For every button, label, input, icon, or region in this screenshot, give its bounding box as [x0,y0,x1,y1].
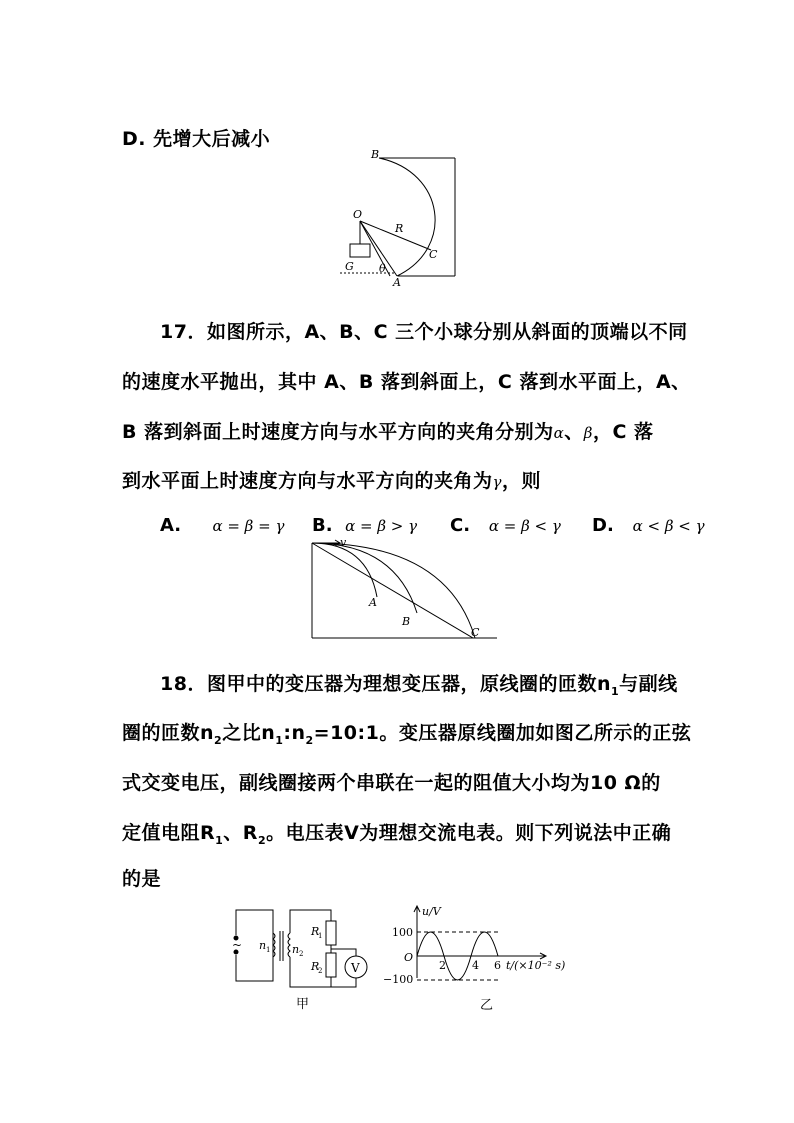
ac-source-tilde: ~ [232,938,243,952]
label-R2: R [311,960,320,973]
label-n2-sub: 2 [299,950,304,958]
label-n2: n [292,943,300,956]
gamma-symbol: γ [492,473,502,491]
option-a-expr: α = β = γ [212,517,285,535]
q17-option-a [160,515,284,536]
q17-line-2: 的速度水平抛出，其中 A、B 落到斜面上，C 落到水平面上，A、 [122,371,691,393]
option-b-expr: α = β > γ [345,517,418,535]
q18-line-4 [122,818,671,847]
q18-line-1-text: 18．图甲中的变压器为理想变压器，原线圈的匝数n [160,673,611,695]
fig18-circuit-diagram [228,905,378,1017]
fig18-sine-graph [380,903,590,1017]
label-v: v [340,538,347,549]
x-axis-label: t/(×10⁻² s) [506,959,566,972]
sub-ratio-2: 2 [305,733,314,747]
y-axis-label: u/V [422,905,441,918]
q18-line-1 [160,669,678,698]
label-C: C [429,248,438,261]
sub-n2: 2 [214,733,223,747]
q18-line-4-b: 、R [223,822,258,844]
label-theta: θ [379,262,386,275]
q17-line-3 [122,417,654,444]
q16-option-d: D. 先增大后减小 [122,128,271,150]
q18-line-5: 的是 [122,868,162,890]
origin-label: O [404,951,414,964]
sub-ratio-1: 1 [275,733,284,747]
caption-jia: 甲 [296,997,310,1012]
q17-line-1: 17．如图所示，A、B、C 三个小球分别从斜面的顶端以不同 [160,321,688,343]
q18-line-2-b: 之比n [222,722,276,744]
label-O: O [353,208,363,221]
q18-line-4-c: 。电压表V为理想交流电表。则下列说法中正确 [266,822,672,844]
option-a-label: A. [160,515,182,536]
q17-line-4 [122,466,541,493]
tick-x-4: 4 [472,959,479,972]
tick-y-minus-100: −100 [383,973,414,986]
label-n1: n [259,939,267,952]
label-n1-sub: 1 [266,946,271,954]
q18-line-3: 式交变电压，副线圈接两个串联在一起的阻值大小均为10 Ω的 [122,772,661,794]
label-R1-sub: 1 [318,932,323,940]
fig16-circle-diagram [335,148,465,290]
q18-line-2-a: 圈的匝数n [122,722,215,744]
option-d-label: D. [592,515,614,536]
tick-x-6: 6 [494,959,501,972]
option-b-label: B. [312,515,333,536]
label-R1: R [311,925,320,938]
tick-y-100: 100 [392,926,413,939]
option-c-label: C. [450,515,471,536]
label-G: G [345,260,354,273]
voltmeter-label: V [351,961,360,975]
caption-yi: 乙 [480,998,494,1013]
option-c-expr: α = β < γ [488,517,561,535]
fig17-projectile-diagram [305,538,500,642]
q18-line-2 [122,718,691,747]
label-R: R [395,222,404,235]
label-B: B [371,148,380,161]
sub-n1: 1 [610,684,620,698]
q17-option-c [450,515,561,536]
q17-separator: 、 [564,421,584,443]
label-B-ball: B [402,615,411,628]
q18-line-4-a: 定值电阻R [122,822,216,844]
label-R2-sub: 2 [318,967,323,975]
label-C-ball: C [471,626,480,639]
label-A: A [393,276,401,289]
sub-R2: 2 [257,833,267,847]
beta-symbol: β [583,424,593,442]
q17-line-3-end: ，C 落 [592,421,654,443]
tick-x-2: 2 [439,959,446,972]
sub-R1: 1 [215,833,224,847]
q18-line-2-c: :n [283,722,306,744]
option-d-expr: α < β < γ [632,517,705,535]
q18-line-1-end: 与副线 [619,673,678,695]
alpha-symbol: α [553,424,565,442]
q17-option-b [312,515,417,536]
q17-line-4-text: 到水平面上时速度方向与水平方向的夹角为 [122,470,493,492]
q17-line-3-text: B 落到斜面上时速度方向与水平方向的夹角分别为 [122,421,554,443]
q17-line-4-end: ，则 [501,470,541,492]
q17-option-d [592,515,705,536]
label-A-ball: A [369,596,377,609]
q18-line-2-d: =10:1。变压器原线圈加如图乙所示的正弦 [313,722,692,744]
